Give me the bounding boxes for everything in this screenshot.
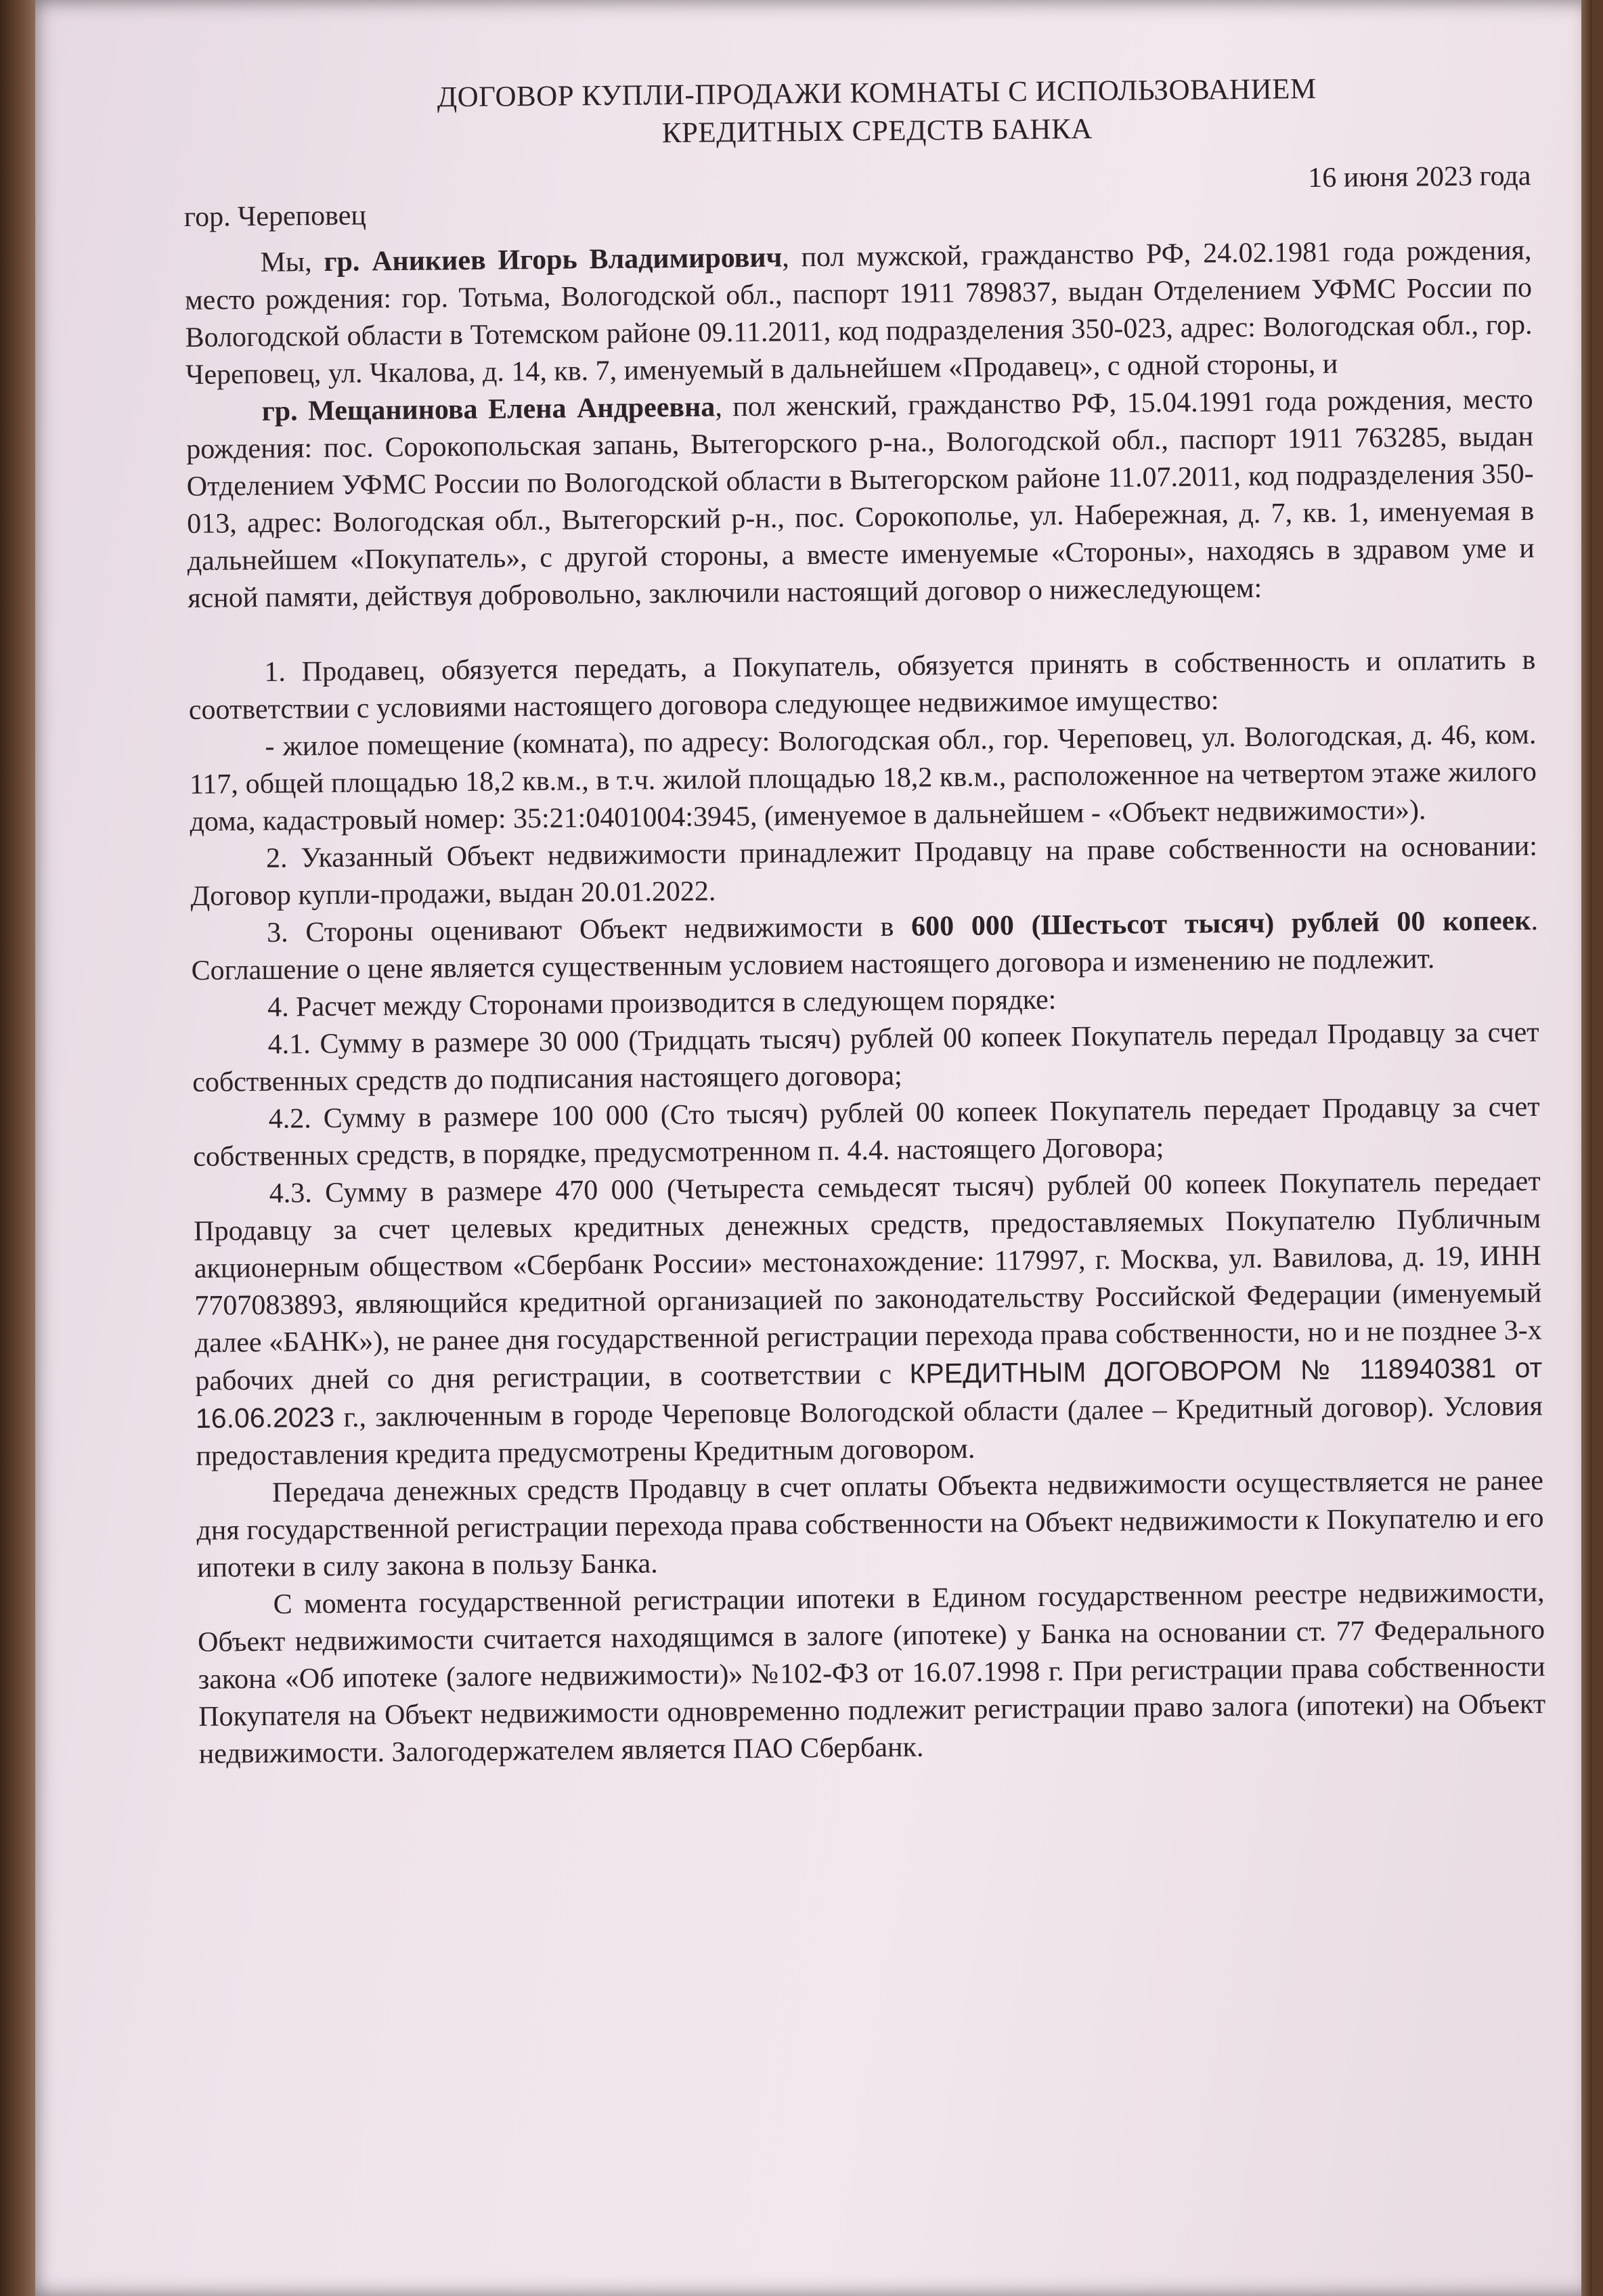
clause-4-3-start: 4.3. Сумму в размере 470 000 (Четыреста семьдесят тысяч) рублей 00 копеек Покупатель передает Продавцу за счет целевых кредитных денежных средств, предоставляемых Покупателю Публичным акционерным обществом «Сбербанк России» местонахождение: 117997, г. Москва, ул. Вавилова, д. 19, ИНН 7707083893, являющийся кредитной организацией по законодательству Российской Федерации (именуемый далее «БАНК»), не ранее дня государственной регистрации перехода права собственности, но и не позднее 3-х рабочих дней со дня регистрации, в соответствии с — [194, 1165, 1543, 1397]
clause-3-end: . Соглашение о цене является существенным условием настоящего договора и изменению не подлежит. — [191, 905, 1539, 987]
seller-name: гр. Аникиев Игорь Владимирович — [324, 242, 783, 278]
clause-3 — [191, 903, 1539, 990]
clause-4-3 — [194, 1163, 1543, 1475]
credit-contract-ref: КРЕДИТНЫМ ДОГОВОРОМ № 118940381 от 16.06.2023 — [195, 1351, 1543, 1434]
title-line-2: КРЕДИТНЫХ СРЕДСТВ БАНКА — [661, 113, 1093, 150]
contract-document — [183, 68, 1546, 1773]
title-line-1: ДОГОВОР КУПЛИ-ПРОДАЖИ КОМНАТЫ С ИСПОЛЬЗОВАНИЕМ — [437, 72, 1317, 114]
seller-prefix: Мы, — [260, 246, 324, 278]
city: гор. Череповец — [183, 200, 367, 233]
clause-2: 2. Указанный Объект недвижимости принадлежит Продавцу на праве собственности на основании: Договор купли-продажи, выдан 20.01.2022. — [190, 830, 1538, 912]
clause-4-1: 4.1. Сумму в размере 30 000 (Тридцать тысяч) рублей 00 копеек Покупатель передал Продавцу за счет собственных средств до подписания настоящего договора; — [192, 1016, 1539, 1098]
clause-4-3-end: г., заключенным в городе Череповце Вологодской области (далее – Кредитный договор). Условия предоставления кредита предусмотрены Кредитным договором. — [196, 1390, 1543, 1472]
buyer-paragraph — [185, 381, 1535, 618]
seller-details: , пол мужской, гражданство РФ, 24.02.1981 года рождения, место рождения: гор. Тотьма, Вологодской обл., паспорт 1911 789837, выдан Отделением УФМС России по Вологодской области в Тотемском районе 09.11.2011, код подразделения 350-023, адрес: Вологодская обл., гор. Череповец, ул. Чкалова, д. 14, кв. 7, именуемый в дальнейшем «Продавец», с одной стороны, и — [184, 234, 1533, 391]
mortgage-paragraph: С момента государственной регистрации ипотеки в Едином государственном реестре недвижимости, Объект недвижимости считается находящимся в залоге (ипотеке) у Банка на основании ст. 77 Федерального закона «Об ипотеке (залоге недвижимости)» №102-ФЗ от 16.07.1998 г. При регистрации права собственности Покупателя на Объект недвижимости одновременно подлежит регистрации право залога (ипотеки) на Объект недвижимости. Залогодержателем является ПАО Сбербанк. — [197, 1576, 1546, 1770]
place-date-row — [183, 158, 1531, 245]
clause-4-2: 4.2. Сумму в размере 100 000 (Сто тысяч) рублей 00 копеек Покупатель передает Продавцу за счет собственных средств, в порядке, предусмотренном п. 4.4. настоящего Договора; — [193, 1091, 1540, 1173]
contract-date: 16 июня 2023 года — [1308, 160, 1531, 194]
transfer-paragraph: Передача денежных средств Продавцу в счет оплаты Объекта недвижимости осуществляется не ранее дня государственной регистрации перехода права собственности на Объект недвижимости к Покупателю и его ипотеки в силу закона в пользу Банка. — [196, 1465, 1544, 1584]
buyer-details: , пол женский, гражданство РФ, 15.04.1991 года рождения, место рождения: пос. Сорокопольская запань, Вытегорского р-на., Вологодской обл., паспорт 1911 763285, выдан Отделением УФМС России по Вологодской области в Вытегорском районе 11.07.2011, код подразделения 350-013, адрес: Вологодская обл., Вытегорский р-н., пос. Сорокополье, ул. Набережная, д. 7, кв. 1, именуемая в дальнейшем «Покупатель», с другой стороны, а вместе именуемые «Стороны», находясь в здравом уме и ясной памяти, действуя добровольно, заключили настоящий договор о нижеследующем: — [186, 383, 1535, 614]
price: 600 000 (Шестьсот тысяч) рублей 00 копеек — [910, 905, 1531, 943]
buyer-name: гр. Мещанинова Елена Андреевна — [261, 391, 716, 427]
clause-4: 4. Расчет между Сторонами производится в следующем порядке: — [267, 984, 1057, 1023]
background-edge-right — [1581, 0, 1592, 2296]
clause-3-start: 3. Стороны оценивают Объект недвижимости в — [266, 911, 912, 949]
document-title — [223, 68, 1531, 157]
seller-paragraph — [184, 232, 1533, 394]
clause-1: 1. Продавец, обязуется передать, а Покупатель, обязуется принять в собственность и оплатить в соответствии с условиями настоящего договора следующее недвижимое имущество: — [188, 644, 1536, 726]
background-edge-left — [0, 0, 35, 2296]
clause-1-item: - жилое помещение (комната), по адресу: Вологодская обл., гор. Череповец, ул. Вологодская, д. 46, ком. 117, общей площадью 18,2 кв.м., в т.ч. жилой площадью 18,2 кв.м., расположенное на четвертом этаже жилого дома, кадастровый номер: 35:21:0401004:3945, (именуемое в дальнейшем - «Объект недвижимости»). — [189, 718, 1537, 838]
